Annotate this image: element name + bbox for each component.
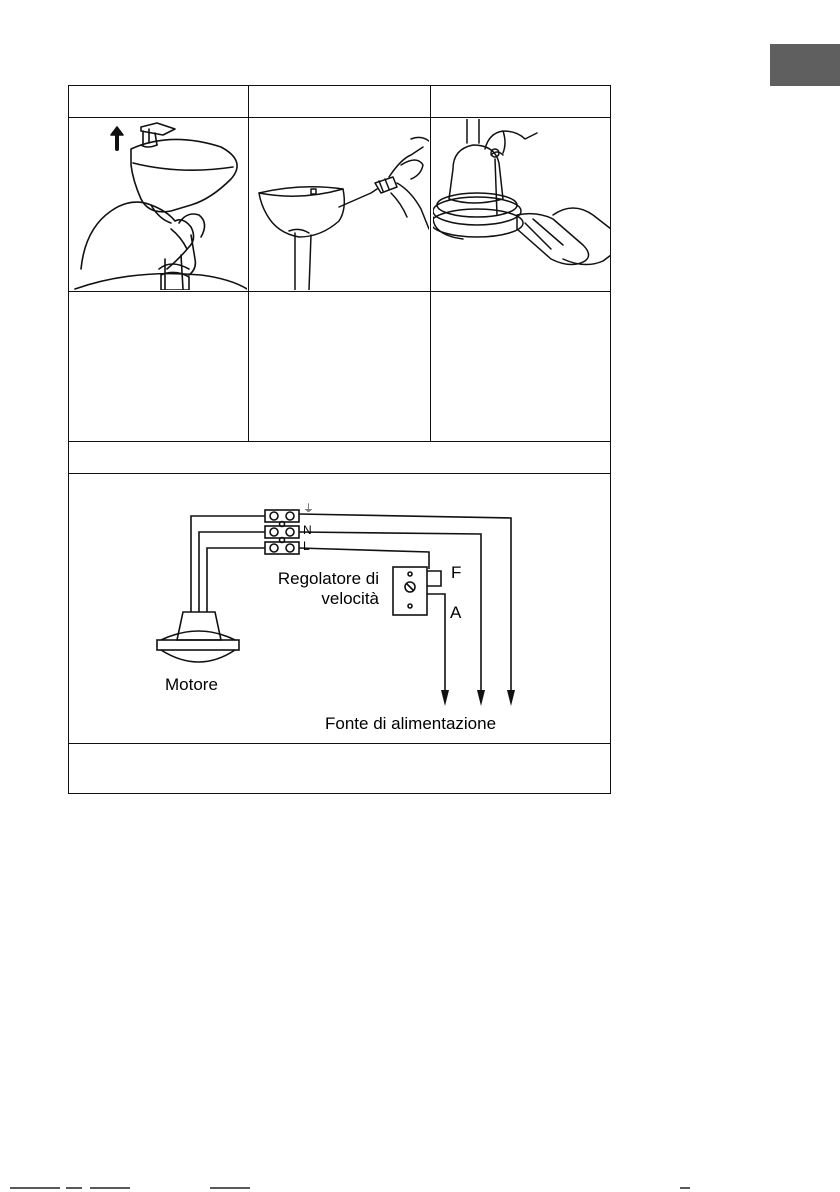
terminal-f-label: F <box>451 563 462 582</box>
wiring-diagram <box>69 474 611 743</box>
power-source-label: Fonte di alimentazione <box>325 714 497 733</box>
wiring-caption-row <box>69 442 611 473</box>
regulator-label-line2: velocità <box>321 589 379 608</box>
illustration-motor-housing <box>433 119 611 290</box>
table-rule <box>69 117 610 118</box>
wiring-note-row <box>69 744 611 794</box>
terminal-a-label: A <box>450 603 462 622</box>
illustration-screw-canopy <box>251 119 429 290</box>
hand-icon <box>81 202 194 269</box>
illustration-lift-canopy <box>71 119 247 290</box>
screwdriver-icon <box>339 177 397 207</box>
step-description-1 <box>69 292 248 441</box>
installation-table <box>68 85 611 794</box>
regulator-label-line1: Regolatore di <box>277 569 379 588</box>
step-header-3 <box>431 86 611 117</box>
motor-label: Motore <box>165 675 218 694</box>
step-header-2 <box>249 86 430 117</box>
neutral-label: N <box>303 523 312 537</box>
section-tab-marker <box>770 44 840 86</box>
earth-label: ⏚ <box>303 502 314 515</box>
live-label: L <box>303 539 310 553</box>
step-description-3 <box>431 292 611 441</box>
page-footer-artifact <box>0 1176 840 1192</box>
step-description-2 <box>249 292 430 441</box>
step-header-1 <box>69 86 248 117</box>
ceiling-canopy-icon <box>131 139 237 211</box>
